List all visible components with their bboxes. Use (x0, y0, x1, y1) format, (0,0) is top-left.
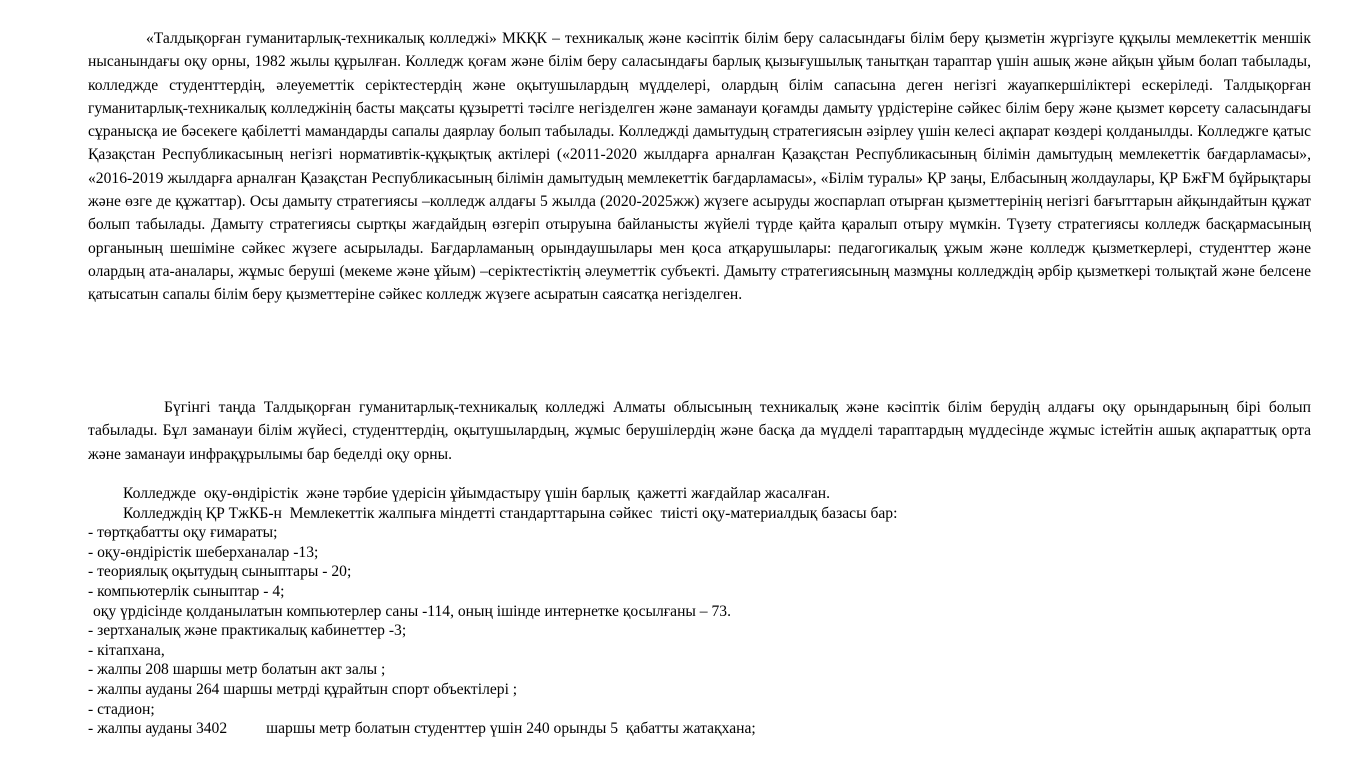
list-item: - теориялық оқытудың сыныптары - 20; (88, 563, 352, 581)
list-item: оқу үрдісінде қолданылатын компьютерлер саны -114, оның ішінде интернетке қосылғаны – 73. (93, 602, 731, 620)
list-item: - зертханалық және практикалық кабинеттер -3; (88, 622, 407, 640)
list-item: - жалпы ауданы 3402 шаршы метр болатын студенттер үшін 240 орынды 5 қабатты жатақхана; (88, 720, 756, 738)
list-item: - төртқабатты оқу ғимараты; (88, 524, 278, 542)
facilities-list (88, 484, 1311, 739)
list-item: - стадион; (88, 700, 155, 718)
list-item: - жалпы 208 шаршы метр болатын акт залы ; (88, 661, 386, 679)
intro-line-material-base: Колледждің ҚР ТжКБ-н Мемлекеттік жалпыға міндетті стандарттарына сәйкес тиісті оқу-материалдық базасы бар: (123, 504, 898, 522)
list-item: - компьютерлік сыныптар - 4; (88, 582, 285, 600)
list-item: - кітапхана, (88, 641, 165, 659)
paragraph-college-overview: «Талдықорған гуманитарлық-техникалық колледжі» МКҚК – техникалық және кәсіптік білім беру саласындағы білім беру қызметін жүргізуге құқылы мемлекеттік меншік нысанындағы оқу орны, 1982 жылы құрылған. Колледж қоғам және білім беру саласындағы барлық қызығушылық танытқан тараптар үшін ашық және айқын ұйым болап табылады, колледжде студенттердің, әлеуеметтік серіктестердің және оқытушылардың мүдделері, олардың білім сапасына деген негізгі жауапкершіліктері ескеріледі. Талдықорған гуманитарлық-техникалық колледжінің басты мақсаты құзыретті тәсілге негізделген және заманауи қоғамды дамыту үрдістеріне сәйкес білім беру және қызмет көрсету саласындағы сұранысқа ие бәсекеге қабілетті мамандарды сапалы даярлау болып табылады. Колледжді дамытудың стратегиясын әзірлеу үшін келесі ақпарат көздері қолданылды. Колледжге қатыс Қазақстан Республикасының негізгі нормативтік-құқықтық актілері («2011-2020 жылдарға арналған Қазақстан Республикасының білімін дамытудың мемлекеттік бағдарламасы», «2016-2019 жылдарға арналған Қазақстан Республикасының білімін дамытудың мемлекеттік бағдарламасы», «Білім туралы» ҚР заңы, Елбасының жолдаулары, ҚР БжҒМ бұйрықтары және өзге де құжаттар). Осы дамыту стратегиясы –колледж алдағы 5 жылда (2020-2025жж) жүзеге асыруды жоспарлап отырған қызметтерінің негізгі бағыттарын айқындайтын құжат болып табылады. Дамыту стратегиясы сыртқы жағдайдың өзгеріп отыруына байланысты жүйелі түрде қайта қаралып отыру мүмкін. Түзету стратегиясы колледж басқармасының органының шешіміне сәйкес жүзеге асырылады. Бағдарламаның орындаушылары мен қоса атқарушылары: педагогикалық ұжым және колледж қызметкерлері, студенттер және олардың ата-аналары, жұмыс беруші (мекеме және ұйым) –серіктестіктің әлеуметтік субъекті. Дамыту стратегиясының мазмұны колледждің әрбір қызметкері толықтай және белсене қатысатын сапалы білім беру қызметтеріне сәйкес колледж жүзеге асыратын саясатқа негізделген. (88, 30, 1311, 304)
paragraph-college-today: Бүгінгі таңда Талдықорған гуманитарлық-техникалық колледжі Алматы облысының техникалық және кәсіптік білім берудің алдағы оқу орындарының бірі болып табылады. Бұл заманауи білім жүйесі, студенттердің, оқытушылардың, жұмыс берушілердің және басқа да мүдделі тараптардың мүддесінде жұмыс істейтін ашық ақпараттық орта және заманауи инфрақұрылымы бар беделді оқу орны. (88, 399, 1311, 463)
list-item: - оқу-өндірістік шеберханалар -13; (88, 543, 319, 561)
intro-line-conditions: Колледжде оқу-өндірістік және тәрбие үдерісін ұйымдастыру үшін барлық қажетті жағдайлар жасалған. (123, 485, 831, 502)
list-item: - жалпы ауданы 264 шаршы метрді құрайтын спорт объектілері ; (88, 680, 518, 698)
